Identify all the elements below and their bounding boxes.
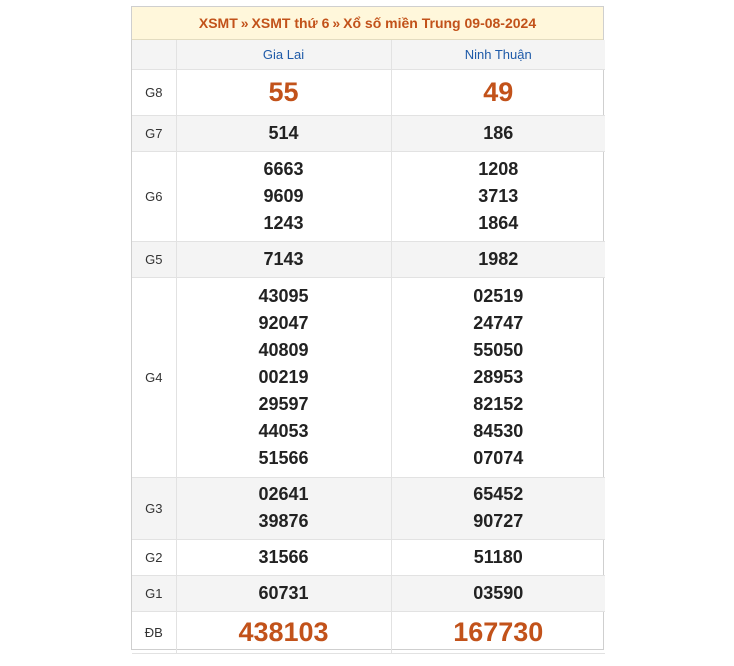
prize-number: 84530 (473, 420, 524, 441)
prize-label: G6 (132, 151, 176, 241)
prize-cell (391, 115, 605, 151)
prize-number: 60731 (258, 582, 309, 603)
prize-number: 00219 (258, 366, 309, 387)
prize-cell (391, 69, 605, 115)
results-table (132, 40, 605, 654)
prize-row-g3 (132, 477, 605, 539)
prize-number: 49 (483, 77, 514, 107)
prize-cell (391, 539, 605, 575)
province-gia-lai-header[interactable]: Gia Lai (176, 40, 391, 69)
prize-row-g4 (132, 277, 605, 477)
prize-number: 39876 (258, 511, 309, 531)
prize-number: 51566 (258, 447, 309, 468)
prize-row-g5 (132, 241, 605, 277)
prize-label: G1 (132, 575, 176, 611)
prize-cell (391, 151, 605, 241)
prize-number: 3713 (478, 185, 519, 206)
prize-label: G2 (132, 539, 176, 575)
prize-cell (391, 611, 605, 653)
prize-label: G3 (132, 477, 176, 539)
prize-row-g7 (132, 115, 605, 151)
prize-label: G4 (132, 277, 176, 477)
prize-number: 51180 (473, 546, 523, 567)
prize-cell (176, 69, 391, 115)
prize-row-g2 (132, 539, 605, 575)
results-title-bar (132, 7, 603, 40)
special-prize-number: 167730 (453, 617, 544, 647)
prize-cell (176, 241, 391, 277)
prize-number: 03590 (473, 582, 524, 603)
province-ninh-thuan-header[interactable]: Ninh Thuận (391, 40, 605, 69)
prize-row-g1 (132, 575, 605, 611)
prize-column-header (132, 40, 176, 69)
prize-number: 40809 (258, 339, 309, 360)
prize-cell (176, 539, 391, 575)
prize-number: 9609 (263, 185, 304, 206)
prize-number: 02519 (473, 285, 524, 306)
results-title: Xổ số miền Trung 09-08-2024 (343, 15, 537, 31)
prize-number: 28953 (473, 366, 524, 387)
prize-row-g6 (132, 151, 605, 241)
prize-cell (176, 151, 391, 241)
prize-number: 514 (268, 122, 299, 143)
prize-number: 1208 (478, 158, 519, 179)
prize-number: 44053 (258, 420, 309, 441)
prize-number: 1982 (478, 248, 519, 269)
prize-number: 02641 (258, 484, 309, 504)
prize-row-special (132, 611, 605, 653)
prize-number: 07074 (473, 447, 524, 468)
special-prize-number: 438103 (238, 617, 329, 647)
prize-number: 186 (483, 122, 514, 143)
prize-number: 92047 (258, 312, 309, 333)
prize-cell (176, 477, 391, 539)
prize-cell (391, 575, 605, 611)
prize-number: 65452 (473, 484, 524, 504)
prize-label: G7 (132, 115, 176, 151)
prize-label: G5 (132, 241, 176, 277)
prize-number: 1243 (263, 212, 304, 233)
prize-number: 43095 (258, 285, 309, 306)
breadcrumb-xsmt-link[interactable]: XSMT (198, 15, 238, 31)
prize-cell (176, 575, 391, 611)
breadcrumb-separator: » (332, 15, 341, 31)
prize-number: 6663 (263, 158, 304, 179)
prize-number: 29597 (258, 393, 309, 414)
prize-label: G8 (132, 69, 176, 115)
prize-cell (391, 477, 605, 539)
prize-cell (176, 277, 391, 477)
prize-number: 55050 (473, 339, 524, 360)
prize-label: ĐB (132, 611, 176, 653)
prize-cell (176, 611, 391, 653)
prize-number: 31566 (258, 546, 309, 567)
prize-number: 55 (268, 77, 299, 107)
results-card (131, 6, 604, 650)
province-header-row (132, 40, 605, 69)
prize-cell (391, 241, 605, 277)
breadcrumb-separator: » (240, 15, 249, 31)
prize-number: 7143 (263, 248, 304, 269)
prize-number: 1864 (478, 212, 519, 233)
prize-cell (176, 115, 391, 151)
breadcrumb-xsmt-friday-link[interactable]: XSMT thứ 6 (251, 15, 330, 31)
prize-number: 24747 (473, 312, 524, 333)
prize-number: 90727 (473, 511, 524, 531)
prize-row-g8 (132, 69, 605, 115)
prize-cell (391, 277, 605, 477)
prize-number: 82152 (473, 393, 524, 414)
